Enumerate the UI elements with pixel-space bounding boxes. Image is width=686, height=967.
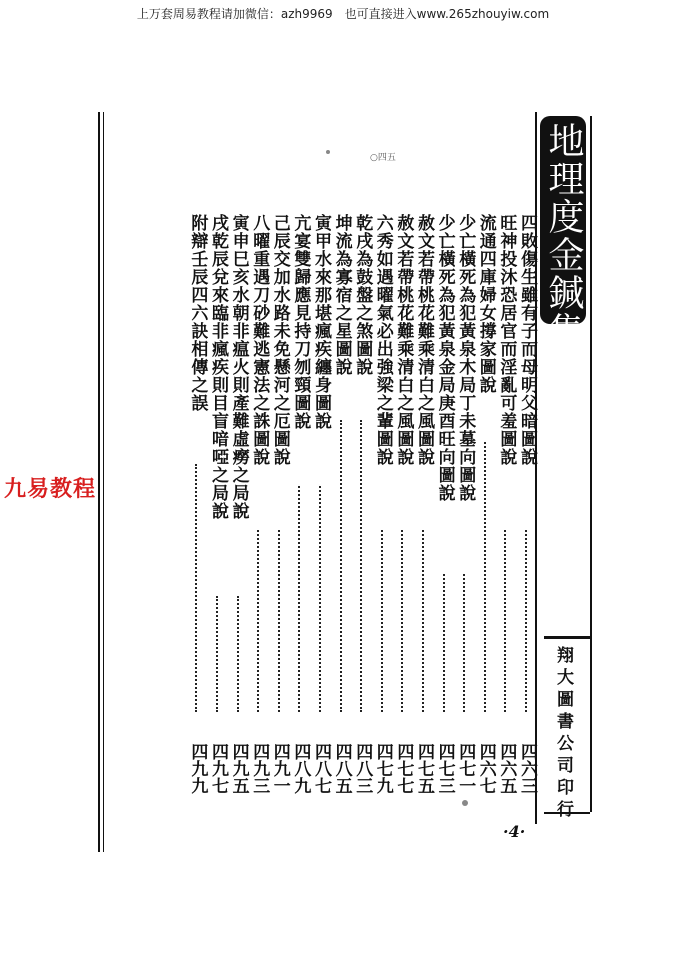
- toc-entry-title: 己辰交加水路未免懸河之厄圖說: [269, 214, 290, 466]
- page-number: ·4·: [503, 822, 526, 841]
- toc-entry-title: 寅申巳亥水朝非瘟火則產難虛癆之局說: [228, 214, 249, 520]
- toc-entry-title: 戌乾辰兌來臨非瘋疾則目盲喑啞之局說: [208, 214, 228, 520]
- toc-entry-leader: [422, 530, 428, 712]
- toc-entry: [454, 214, 476, 794]
- watermark: 九易教程: [4, 477, 97, 502]
- toc-entry-leader: [319, 486, 325, 712]
- toc-entry-page: 四七九: [372, 743, 393, 794]
- toc-entry-leader: [381, 530, 387, 712]
- toc-entry-page: 四八三: [352, 743, 373, 794]
- toc-entry-title: 六秀如遇曜氣必出強梁之輩圖說: [372, 214, 393, 466]
- smudge: [326, 150, 330, 154]
- toc-entry-leader: [360, 420, 366, 712]
- column-rule: [544, 636, 590, 639]
- toc-entry-leader: [257, 530, 263, 712]
- toc-entry-page: 四八五: [331, 743, 352, 794]
- toc-entry: [351, 214, 373, 794]
- toc-entry-page: 四六五: [496, 743, 517, 794]
- toc-entry-leader: [278, 530, 284, 712]
- toc-entry-title: 少亡橫死為犯黃泉金局庚酉旺向圖說: [434, 214, 455, 502]
- toc-entry-leader: [237, 596, 243, 712]
- toc-entry: [372, 214, 394, 794]
- toc-entry: [475, 214, 497, 794]
- toc-entry-page: 四六三: [517, 743, 537, 794]
- toc-entry: [495, 214, 517, 794]
- publisher: 翔大圖書公司印行: [553, 646, 573, 822]
- toc-entry-page: 四九九: [187, 743, 208, 794]
- toc-entry-title: 八曜重遇刀砂難逃憲法之誅圖說: [249, 214, 270, 466]
- toc-entry-leader: [216, 596, 222, 712]
- toc-entry: [207, 214, 229, 794]
- toc-entry-leader: [463, 574, 469, 712]
- toc-entry-page: 四九七: [208, 743, 228, 794]
- toc-entry: [248, 214, 270, 794]
- toc-entry-title: 少亡橫死為犯黃泉木局丁未墓向圖說: [455, 214, 476, 502]
- toc-entry-leader: [401, 530, 407, 712]
- toc-entry: [269, 214, 291, 794]
- page-border-left: [98, 112, 100, 852]
- toc-entry-title: 赦文若帶桃花難乘清白之風圖說: [414, 214, 434, 466]
- toc-entry-title: 乾戌為鼓盤之煞圖說: [352, 214, 373, 376]
- toc-entry-page: 四七五: [414, 743, 434, 794]
- toc-entry-leader: [195, 464, 201, 712]
- toc-entry-page: 四七七: [393, 743, 414, 794]
- toc-entry-page: 四八七: [311, 743, 331, 794]
- top-banner: 上万套周易教程请加微信：azh9969 也可直接进入www.265zhouyiw.com: [136, 7, 550, 21]
- toc-entry-page: 四七一: [455, 743, 476, 794]
- toc-entry: [413, 214, 435, 794]
- toc-entry-leader: [525, 530, 531, 712]
- toc-entry: [392, 214, 414, 794]
- toc-entry-leader: [484, 442, 490, 712]
- toc-entry: [289, 214, 311, 794]
- toc-entry-page: 四九一: [269, 743, 290, 794]
- column-rule-right: [590, 116, 592, 812]
- toc-entry-title: 附辯壬辰四六訣相傳之誤: [187, 214, 208, 412]
- toc-entry-leader: [298, 486, 304, 712]
- toc-entry-page: 四六七: [475, 743, 496, 794]
- toc-entry-title: 寅甲水來那堪瘋疾纏身圖說: [311, 214, 331, 430]
- toc-entry-title: 流通四庫婦女撐家圖說: [475, 214, 496, 394]
- page-border-left-inner: [103, 112, 104, 852]
- toc-entry: [434, 214, 456, 794]
- toc-entry: [186, 214, 208, 794]
- page-mark: ○四五: [370, 153, 396, 163]
- toc-entry-title: 坤流為寡宿之星圖說: [331, 214, 352, 376]
- toc-entry-leader: [504, 530, 510, 712]
- toc-entry: [331, 214, 353, 794]
- toc-entry-title: 赦文若帶桃花難乘清白之風圖說: [393, 214, 414, 466]
- toc-entry-title: 亢宴雙歸應見持刀刎頸圖說: [290, 214, 311, 430]
- toc-entry: [228, 214, 250, 794]
- toc-entry: [516, 214, 538, 794]
- toc-entry-page: 四九三: [249, 743, 270, 794]
- toc-entry-title: 旺神投沐恐居官而淫亂可羞圖說: [496, 214, 517, 466]
- toc-entry-page: 四八九: [290, 743, 311, 794]
- book-title: 地理度金鍼集: [543, 122, 584, 350]
- toc-entry: [310, 214, 332, 794]
- toc-entry-page: 四九五: [228, 743, 249, 794]
- smudge: [462, 800, 468, 806]
- toc-entry-leader: [443, 574, 449, 712]
- toc-entry-title: 四敗傷生雖有子而母明父暗圖說: [517, 214, 537, 466]
- toc-entry-leader: [340, 420, 346, 712]
- toc-entry-page: 四七三: [434, 743, 455, 794]
